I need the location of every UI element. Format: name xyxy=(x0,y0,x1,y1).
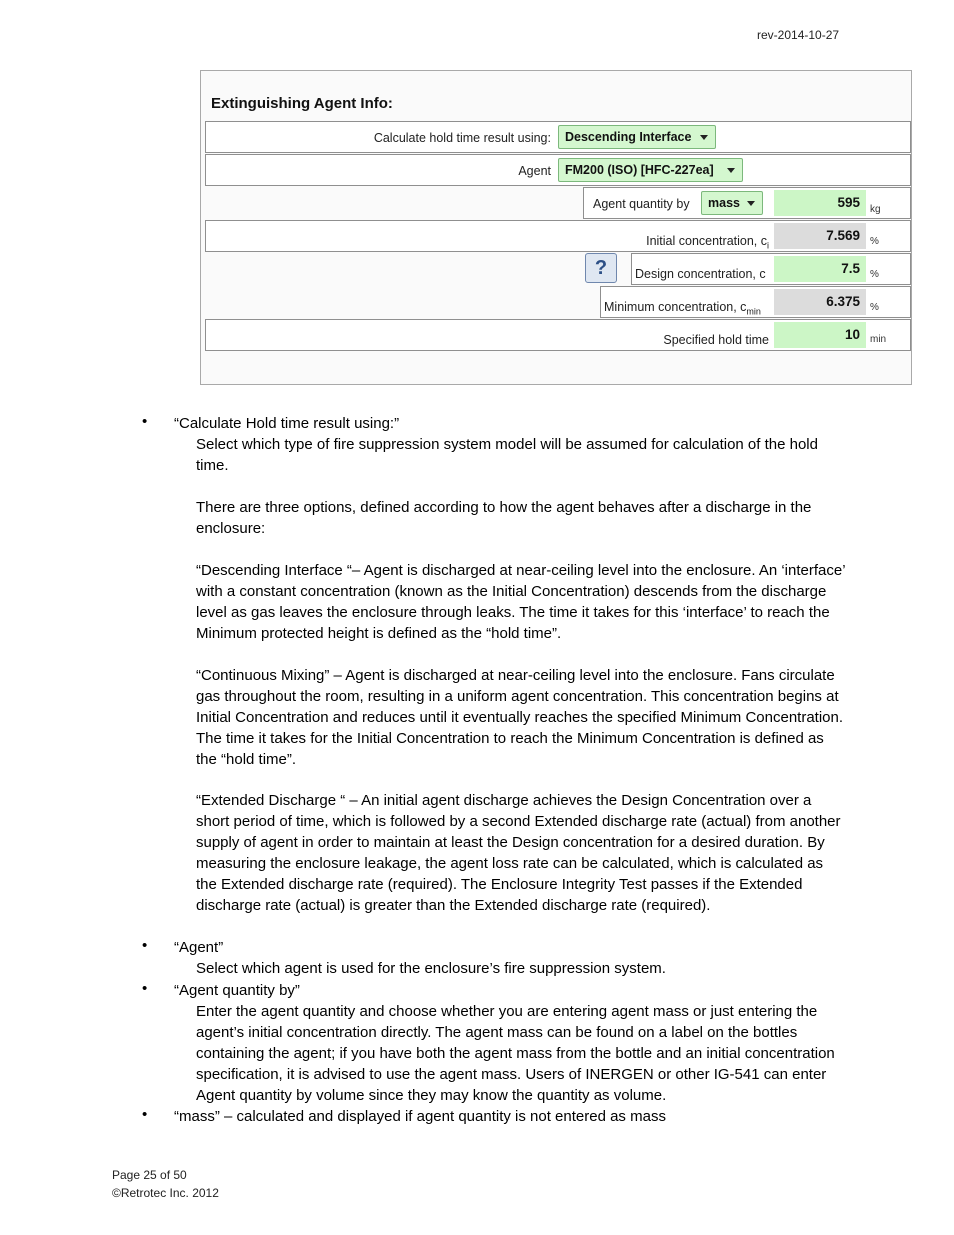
bullet-agent: “Agent” xyxy=(174,939,224,956)
initial-label xyxy=(646,234,769,251)
design-label: Design concentration, c xyxy=(635,267,766,281)
initial-concentration-value: 7.569 xyxy=(774,223,866,249)
bullet-agent-quantity: “Agent quantity by” xyxy=(174,982,300,999)
paragraph-extended-discharge: “Extended Discharge “ – An initial agent discharge achieves the Design Concentration over a short period of time, which is followed by a second Extended discharge rate (actual) from another supply of agent in order to maintain at least the Design concentration for a desired duration. By measuring the enclosure leakage, the agent loss rate can be calculated, which is calculated as the Extended discharge rate (required). The Enclosure Integrity Test passes if the Extended discharge rate (actual) is greater than the Extended discharge rate (required). xyxy=(196,792,841,914)
panel-title: Extinguishing Agent Info: xyxy=(211,95,393,112)
hold-time-unit: min xyxy=(870,334,887,345)
bullet-calc-hold-time: “Calculate Hold time result using:” xyxy=(174,415,400,432)
minimum-label-sub: min xyxy=(746,306,761,317)
minimum-concentration-value: 6.375 xyxy=(774,289,866,315)
initial-unit: % xyxy=(870,236,879,247)
agent-label: Agent xyxy=(518,164,551,178)
design-unit: % xyxy=(870,269,879,280)
design-concentration-input[interactable]: 7.5 xyxy=(774,256,866,282)
chevron-down-icon xyxy=(700,135,708,140)
agent-value: FM200 (ISO) [HFC-227ea] xyxy=(565,163,714,177)
paragraph-agent-quantity-desc: Enter the agent quantity and choose whether you are entering agent mass or just entering the agent’s initial concentration directly. The agent mass can be found on a label on the bottles containing the agent; if you have both the agent mass from the bottle and an initial concentration specification, it is advised to use the agent mass. Users of INERGEN or other IG-541 can enter Agent quantity by volume since they may know the quantity as volume. xyxy=(196,1003,835,1104)
quantity-label: Agent quantity by xyxy=(593,197,690,211)
quantity-mode-value: mass xyxy=(708,196,740,210)
paragraph-three-options: There are three options, defined according to how the agent behaves after a discharge in the enclosure: xyxy=(196,499,812,537)
copyright: ©Retrotec Inc. 2012 xyxy=(112,1186,219,1200)
chevron-down-icon xyxy=(747,201,755,206)
calc-method-dropdown[interactable] xyxy=(558,125,716,149)
quantity-mode-dropdown[interactable] xyxy=(701,191,763,215)
page-number: Page 25 of 50 xyxy=(112,1168,187,1182)
bullet-mass: “mass” – calculated and displayed if agent quantity is not entered as mass xyxy=(174,1108,666,1125)
calc-method-value: Descending Interface xyxy=(565,130,692,144)
hold-time-input[interactable]: 10 xyxy=(774,322,866,348)
initial-label-sub: i xyxy=(767,240,769,251)
initial-label-text: Initial concentration, c xyxy=(646,234,767,248)
agent-dropdown[interactable] xyxy=(558,158,743,182)
minimum-label-text: Minimum concentration, c xyxy=(604,300,747,314)
calc-label: Calculate hold time result using: xyxy=(373,131,551,145)
revision-label: rev-2014-10-27 xyxy=(757,28,840,42)
hold-time-label: Specified hold time xyxy=(663,333,769,347)
quantity-input[interactable]: 595 xyxy=(774,190,866,216)
quantity-unit: kg xyxy=(870,204,881,215)
paragraph-descending-interface: “Descending Interface “– Agent is discharged at near-ceiling level into the enclosure. An ‘interface’ with a constant concentration (known as the Initial Concentration) descends from the discharge level as gas leaves the enclosure through leaks. The time it takes for this ‘interface’ to reach the Minimum protected height is defined as the “hold time”. xyxy=(196,562,845,642)
chevron-down-icon xyxy=(727,168,735,173)
help-icon[interactable]: ? xyxy=(585,253,617,283)
minimum-label xyxy=(604,300,761,317)
bullet-marker: • xyxy=(142,937,148,954)
bullet-marker: • xyxy=(142,1106,148,1123)
paragraph-calc-desc: Select which type of fire suppression system model will be assumed for calculation of the hold time. xyxy=(196,436,818,474)
bullet-marker: • xyxy=(142,980,148,997)
agent-info-panel xyxy=(200,70,912,385)
bullet-marker: • xyxy=(142,413,148,430)
paragraph-continuous-mixing: “Continuous Mixing” – Agent is discharged at near-ceiling level into the enclosure. Fans circulate gas throughout the room, resulting in a uniform agent concentration. This concentration begins at Initial Concentration and reduces until it eventually reaches the specified Minimum Concentration. The time it takes for the Initial Concentration to reach the Minimum Concentration is defined as the “hold time”. xyxy=(196,667,844,768)
minimum-unit: % xyxy=(870,302,879,313)
paragraph-agent-desc: Select which agent is used for the enclosure’s fire suppression system. xyxy=(196,960,666,977)
